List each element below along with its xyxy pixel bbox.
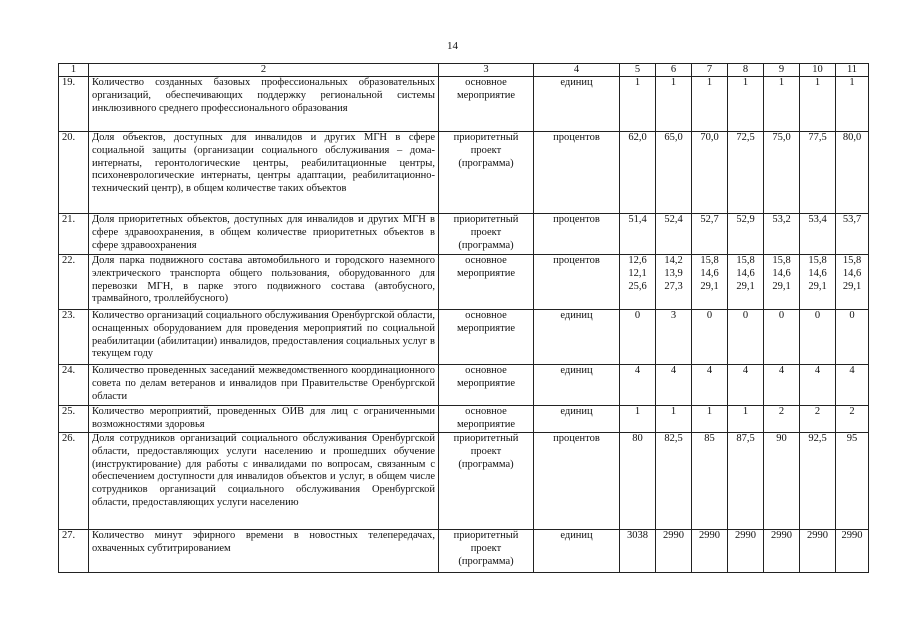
column-header-6: 6: [656, 64, 692, 77]
unit-of-measure: процентов: [534, 132, 620, 214]
value-line: 2: [778, 406, 785, 417]
value-line: 53,2: [772, 214, 791, 225]
value-line: 72,5: [736, 132, 755, 143]
value-cell-col-9: [764, 132, 800, 214]
value-line: 15,8: [842, 255, 862, 266]
value-cell-col-8: [728, 132, 764, 214]
row-number: 23.: [59, 310, 89, 365]
value-cell-col-11: [836, 433, 869, 530]
value-cell-col-10: [800, 433, 836, 530]
table-row: [59, 214, 869, 255]
indicators-table: [58, 63, 869, 573]
value-cell-col-9: [764, 214, 800, 255]
unit-of-measure: процентов: [534, 255, 620, 310]
indicator-type: приоритетный проект (программа): [439, 214, 534, 255]
unit-of-measure: единиц: [534, 365, 620, 406]
indicator-type: приоритетный проект (программа): [439, 530, 534, 573]
unit-of-measure: процентов: [534, 214, 620, 255]
value-line: 29,1: [772, 280, 791, 292]
value-cell-col-10: [800, 77, 836, 132]
value-line: 14,6: [772, 267, 791, 279]
row-number: 26.: [59, 433, 89, 530]
value-line: 90: [776, 433, 787, 444]
column-header-8: 8: [728, 64, 764, 77]
row-number: 27.: [59, 530, 89, 573]
row-number: 20.: [59, 132, 89, 214]
value-line: 4: [742, 365, 749, 376]
row-number: 19.: [59, 77, 89, 132]
value-line: 12,6: [628, 255, 647, 266]
value-cell-col-9: [764, 77, 800, 132]
value-cell-col-9: [764, 406, 800, 433]
value-line: 3: [670, 310, 677, 321]
value-line: 2990: [663, 530, 684, 541]
value-line: 2: [849, 406, 855, 417]
value-cell-col-8: [728, 77, 764, 132]
value-cell-col-6: [656, 433, 692, 530]
value-line: 1: [706, 406, 713, 417]
value-cell-col-7: [692, 132, 728, 214]
value-cell-col-5: [620, 310, 656, 365]
value-line: 27,3: [664, 280, 683, 292]
value-line: 15,8: [700, 255, 719, 266]
value-cell-col-6: [656, 132, 692, 214]
table-row: [59, 433, 869, 530]
value-line: 29,1: [808, 280, 827, 292]
indicator-type: основное мероприятие: [439, 310, 534, 365]
value-cell-col-11: [836, 365, 869, 406]
value-line: 92,5: [808, 433, 827, 444]
value-cell-col-10: [800, 214, 836, 255]
value-cell-col-8: [728, 310, 764, 365]
table-row: [59, 77, 869, 132]
value-cell-col-9: [764, 310, 800, 365]
value-cell-col-7: [692, 255, 728, 310]
value-cell-col-10: [800, 255, 836, 310]
value-line: 1: [814, 77, 821, 88]
table-row: [59, 406, 869, 433]
value-cell-col-6: [656, 214, 692, 255]
unit-of-measure: процентов: [534, 433, 620, 530]
value-cell-col-5: [620, 406, 656, 433]
value-cell-col-10: [800, 365, 836, 406]
page-number: 14: [447, 40, 458, 52]
column-header-10: 10: [800, 64, 836, 77]
value-line: 80,0: [842, 132, 862, 143]
indicator-name: Доля парка подвижного состава автомобильного и городского наземного электрического транспорта общего пользования, оборудованного для перевозки МГН, в парке этого подвижного состава (автобусного, трамвайного, троллейбусного): [89, 255, 439, 310]
value-line: 0: [814, 310, 821, 321]
value-cell-col-9: [764, 433, 800, 530]
value-line: 1: [742, 77, 749, 88]
value-line: 1: [742, 406, 749, 417]
value-cell-col-7: [692, 433, 728, 530]
value-line: 82,5: [664, 433, 683, 444]
value-line: 1: [634, 406, 641, 417]
value-cell-col-5: [620, 365, 656, 406]
value-line: 0: [849, 310, 855, 321]
value-line: 4: [814, 365, 821, 376]
value-cell-col-8: [728, 214, 764, 255]
value-line: 1: [670, 77, 677, 88]
unit-of-measure: единиц: [534, 530, 620, 573]
indicator-name: Количество организаций социального обслуживания Оренбургской области, оснащенных оборудованием для проведения мероприятий по социальной реабилитации (абилитации) инвалидов, предоставления социальных услуг в текущем году: [89, 310, 439, 365]
value-line: 77,5: [808, 132, 827, 143]
indicator-name: Доля сотрудников организаций социального обслуживания Оренбургской области, предоставляющих услуги населению и прошедших обучение (инструктирование) для работы с инвалидами по вопросам, связанным с обеспечением доступности для инвалидов объектов и услуг, в общем числе сотрудников организаций социального обслуживания Оренбургской области, предоставляющих услуги населению: [89, 433, 439, 530]
value-line: 2990: [841, 530, 863, 541]
value-cell-col-11: [836, 310, 869, 365]
indicator-type: основное мероприятие: [439, 77, 534, 132]
value-cell-col-11: [836, 255, 869, 310]
value-cell-col-7: [692, 365, 728, 406]
table-row: [59, 365, 869, 406]
unit-of-measure: единиц: [534, 77, 620, 132]
value-line: 15,8: [808, 255, 827, 266]
value-line: 14,6: [808, 267, 827, 279]
value-cell-col-8: [728, 530, 764, 573]
value-line: 2990: [807, 530, 828, 541]
column-header-2: 2: [89, 64, 439, 77]
value-cell-col-5: [620, 255, 656, 310]
indicator-type: основное мероприятие: [439, 365, 534, 406]
value-cell-col-8: [728, 365, 764, 406]
value-line: 4: [670, 365, 677, 376]
indicator-name: Количество созданных базовых профессиональных образовательных организаций, обеспечивающих поддержку региональной системы инклюзивного среднего профессионального образования: [89, 77, 439, 132]
row-number: 24.: [59, 365, 89, 406]
value-line: 52,4: [664, 214, 683, 225]
value-cell-col-11: [836, 214, 869, 255]
value-line: 14,6: [736, 267, 755, 279]
column-header-4: 4: [534, 64, 620, 77]
value-line: 0: [634, 310, 641, 321]
value-cell-col-6: [656, 530, 692, 573]
value-line: 15,8: [736, 255, 755, 266]
value-cell-col-9: [764, 255, 800, 310]
value-cell-col-6: [656, 365, 692, 406]
value-line: 70,0: [700, 132, 719, 143]
value-line: 75,0: [772, 132, 791, 143]
column-header-1: 1: [59, 64, 89, 77]
indicator-type: основное мероприятие: [439, 255, 534, 310]
indicator-type: приоритетный проект (программа): [439, 132, 534, 214]
value-cell-col-8: [728, 406, 764, 433]
column-header-11: 11: [836, 64, 869, 77]
value-cell-col-9: [764, 365, 800, 406]
value-line: 80: [632, 433, 643, 444]
value-line: 4: [849, 365, 855, 376]
value-line: 1: [706, 77, 713, 88]
value-line: 2: [814, 406, 821, 417]
value-cell-col-5: [620, 433, 656, 530]
value-cell-col-6: [656, 406, 692, 433]
value-cell-col-9: [764, 530, 800, 573]
table-row: [59, 132, 869, 214]
value-cell-col-5: [620, 77, 656, 132]
value-cell-col-7: [692, 214, 728, 255]
value-line: 1: [849, 77, 855, 88]
value-cell-col-11: [836, 132, 869, 214]
value-line: 0: [742, 310, 749, 321]
value-line: 95: [846, 433, 858, 444]
value-line: 53,7: [842, 214, 862, 225]
value-line: 2990: [735, 530, 756, 541]
value-cell-col-10: [800, 310, 836, 365]
value-line: 2990: [771, 530, 792, 541]
column-header-9: 9: [764, 64, 800, 77]
indicator-name: Количество минут эфирного времени в новостных телепередачах, охваченных субтитрированием: [89, 530, 439, 573]
unit-of-measure: единиц: [534, 406, 620, 433]
value-cell-col-5: [620, 530, 656, 573]
table-row: [59, 530, 869, 573]
value-cell-col-11: [836, 77, 869, 132]
value-cell-col-10: [800, 530, 836, 573]
indicator-type: основное мероприятие: [439, 406, 534, 433]
table-row: [59, 255, 869, 310]
value-cell-col-10: [800, 406, 836, 433]
indicator-name: Доля приоритетных объектов, доступных для инвалидов и других МГН в сфере здравоохранения, в общем количестве приоритетных объектов в сфере здравоохранения: [89, 214, 439, 255]
value-line: 52,9: [736, 214, 755, 225]
value-line: 85: [704, 433, 715, 444]
unit-of-measure: единиц: [534, 310, 620, 365]
row-number: 21.: [59, 214, 89, 255]
row-number: 22.: [59, 255, 89, 310]
value-cell-col-7: [692, 77, 728, 132]
value-cell-col-7: [692, 406, 728, 433]
column-header-3: 3: [439, 64, 534, 77]
column-header-5: 5: [620, 64, 656, 77]
value-line: 1: [634, 77, 641, 88]
value-line: 4: [634, 365, 641, 376]
indicator-name: Количество проведенных заседаний межведомственного координационного совета по делам ветеранов и инвалидов при Правительстве Оренбургской области: [89, 365, 439, 406]
value-line: 62,0: [628, 132, 647, 143]
value-line: 51,4: [628, 214, 647, 225]
value-line: 1: [778, 77, 785, 88]
value-cell-col-10: [800, 132, 836, 214]
indicator-type: приоритетный проект (программа): [439, 433, 534, 530]
value-line: 15,8: [772, 255, 791, 266]
value-line: 4: [706, 365, 713, 376]
value-line: 29,1: [736, 280, 755, 292]
value-cell-col-8: [728, 255, 764, 310]
row-number: 25.: [59, 406, 89, 433]
value-line: 13,9: [664, 267, 683, 279]
value-cell-col-11: [836, 406, 869, 433]
value-line: 4: [778, 365, 785, 376]
value-line: 87,5: [736, 433, 755, 444]
value-cell-col-8: [728, 433, 764, 530]
value-line: 65,0: [664, 132, 683, 143]
indicator-name: Количество мероприятий, проведенных ОИВ для лиц с ограниченными возможностями здоровья: [89, 406, 439, 433]
value-cell-col-5: [620, 214, 656, 255]
value-line: 12,1: [628, 267, 647, 279]
value-line: 53,4: [808, 214, 827, 225]
value-line: 25,6: [628, 280, 647, 292]
column-header-7: 7: [692, 64, 728, 77]
value-cell-col-5: [620, 132, 656, 214]
value-cell-col-6: [656, 255, 692, 310]
indicator-name: Доля объектов, доступных для инвалидов и других МГН в сфере социальной защиты (организации социального обслуживания – дома-интернаты, геронтологические центры, реабилитационные центры, психоневрологические интернаты, центры адаптации, реабилитационно-технический центр), в общем количестве таких объектов: [89, 132, 439, 214]
value-cell-col-6: [656, 77, 692, 132]
value-cell-col-7: [692, 310, 728, 365]
value-line: 52,7: [700, 214, 719, 225]
value-cell-col-7: [692, 530, 728, 573]
value-cell-col-11: [836, 530, 869, 573]
value-line: 0: [706, 310, 713, 321]
value-line: 3038: [627, 530, 648, 541]
value-line: 29,1: [700, 280, 719, 292]
value-line: 14,6: [842, 267, 862, 279]
table-body: [59, 77, 869, 573]
value-line: 0: [778, 310, 785, 321]
header-row: [59, 64, 869, 77]
value-cell-col-6: [656, 310, 692, 365]
value-line: 14,2: [664, 255, 683, 266]
value-line: 2990: [699, 530, 720, 541]
value-line: 29,1: [842, 280, 862, 292]
table-row: [59, 310, 869, 365]
value-line: 1: [670, 406, 677, 417]
value-line: 14,6: [700, 267, 719, 279]
